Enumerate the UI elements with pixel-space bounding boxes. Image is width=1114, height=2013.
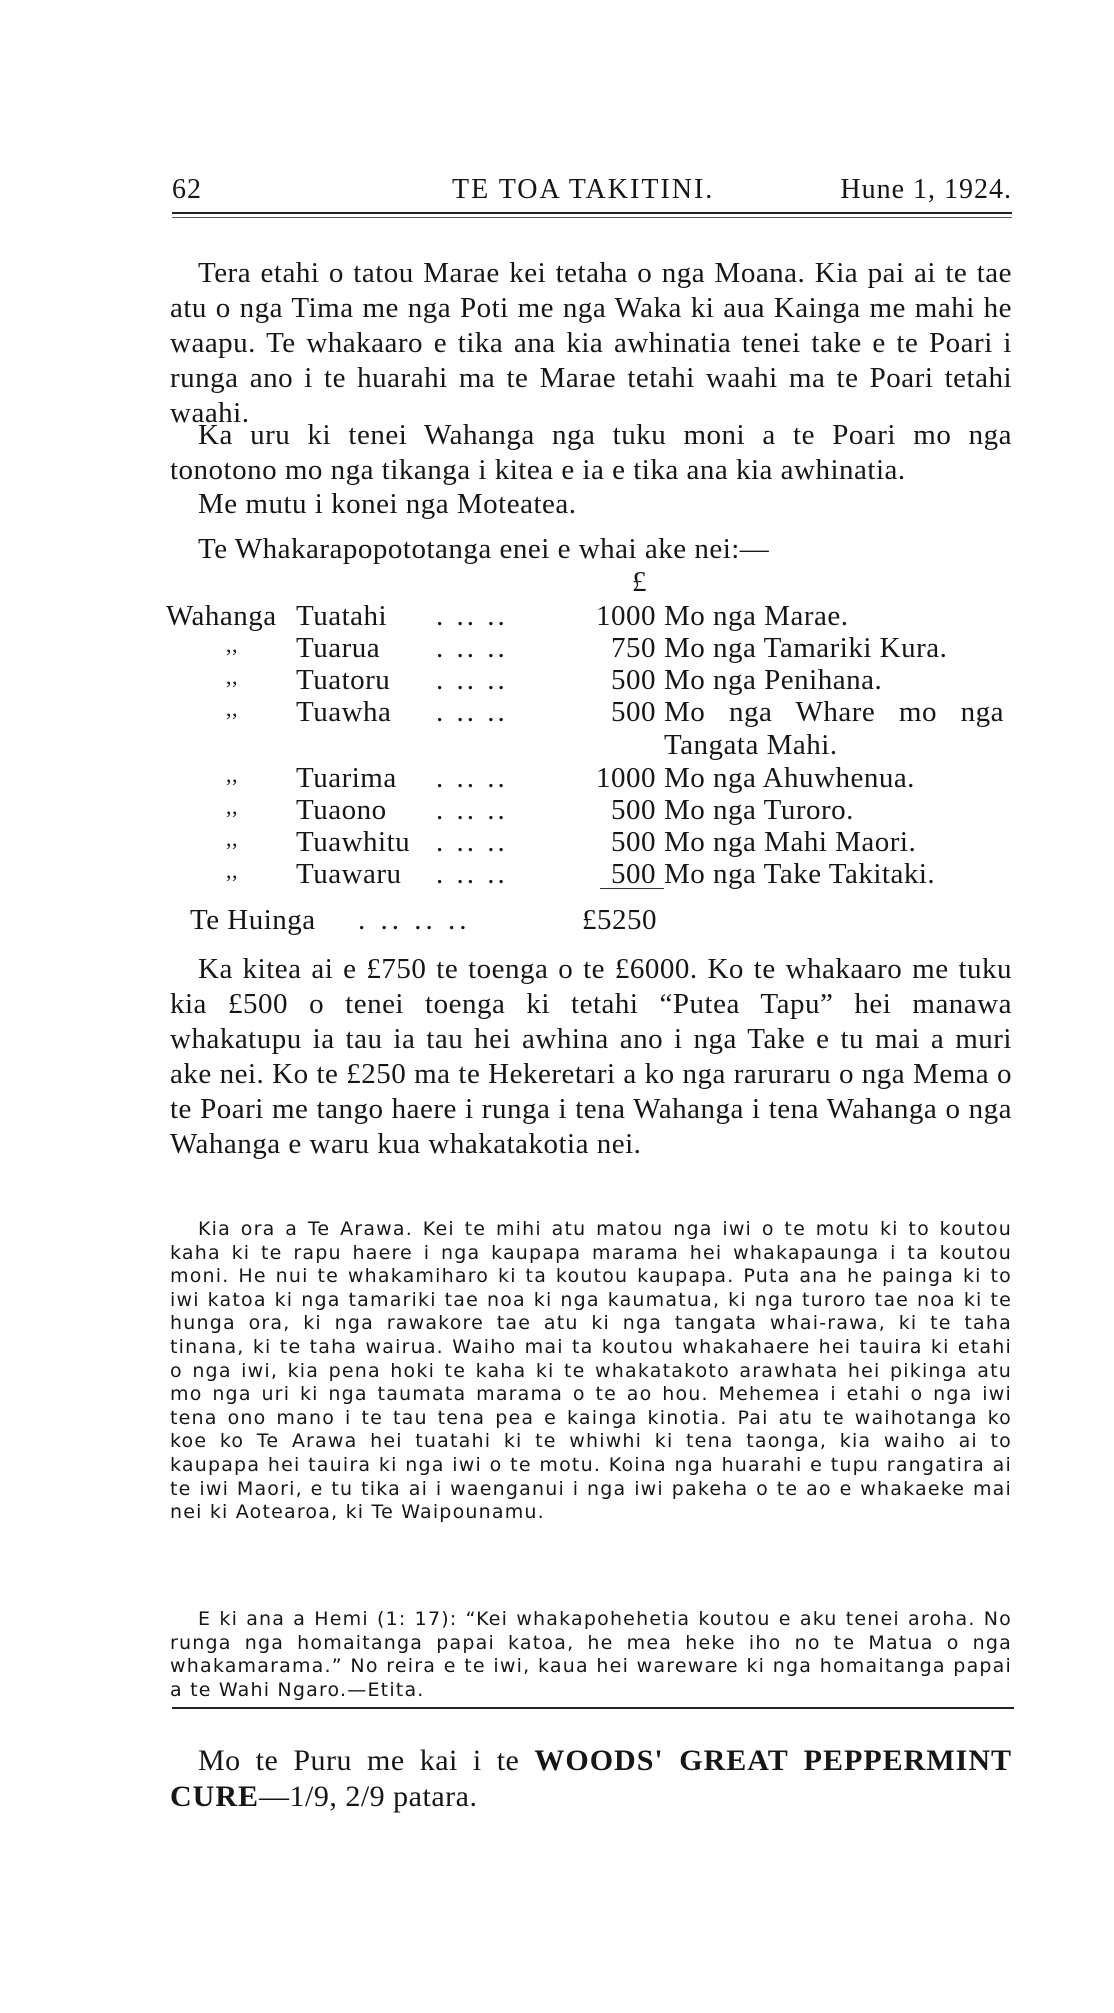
paragraph-tonotono: Ka uru ki tenei Wahanga nga tuku moni a te Poari mo nga tonotono mo nga tikanga i kitea e ia e tika ana kia awhinatia. <box>170 419 1012 486</box>
table-row <box>166 762 1026 796</box>
ditto-mark: ,, <box>226 762 238 787</box>
row-description: Mo nga Whare mo nga Tangata Mahi. <box>664 696 1004 761</box>
row-amount: 750 <box>611 632 656 664</box>
issue-date: Hune 1, 1924. <box>840 174 1012 205</box>
row-ordinal: Tuatahi <box>296 600 388 632</box>
row-description: Mo nga Take Takitaki. <box>664 858 936 890</box>
row-ordinal: Tuaono <box>296 794 387 826</box>
ditto-mark: ,, <box>226 858 238 883</box>
table-row <box>166 858 1026 892</box>
paragraph-summary-intro: Te Whakarapopototanga enei e whai ake nei:— <box>198 533 770 565</box>
row-ordinal: Tuawhitu <box>296 826 411 858</box>
row-amount: 1000 <box>596 600 656 632</box>
row-description: Mo nga Ahuwhenua. <box>664 762 915 794</box>
sum-rule <box>600 888 664 889</box>
row-amount: 1000 <box>596 762 656 794</box>
row-ordinal: Tuarima <box>296 762 397 794</box>
page-header <box>172 174 1012 214</box>
row-description: Mo nga Marae. <box>664 600 849 632</box>
row-leader-dots: . .. .. <box>436 858 508 890</box>
header-rule <box>172 212 1012 218</box>
table-row <box>166 632 1026 666</box>
paragraph-moteatea: Me mutu i konei nga Moteatea. <box>198 488 577 520</box>
advert-price: —1/9, 2/9 patara. <box>259 1780 478 1813</box>
table-row <box>166 826 1026 860</box>
letter-paragraph-arawa: Kia ora a Te Arawa. Kei te mihi atu matou nga iwi o te motu ki to koutou kaha ki te rapu haere i nga kaupapa marama hei whakapaunga i ta koutou moni. He nui te whakamiharo ki ta koutou kaupapa. Puta ana he painga ki to iwi katoa ki nga tamariki tae noa ki nga kaumatua, ki nga turoro tae noa ki te hunga ora, ki nga rawakore tae atu ki nga tangata whai-rawa, ki te taha tinana, ki te taha wairua. Waiho mai ta koutou whakahaere hei tauira ki etahi o nga iwi, kia pena hoki te kaha ki te whakatakoto arawhata hei pikinga atu mo nga uri ki nga taumata marama o te ao hou. Mehemea i etahi o nga iwi tena ono mano i te tau tena pea e kainga kinotia. Pai atu te waihotanga ko koe ko Te Arawa hei tuatahi ki te whiwhi ki tena taonga, kia waiho ai to kaupapa hei tauira ki nga iwi o te motu. Koina nga huarahi e tupu rangatira ai te iwi Maori, e tu tika ai i waenganui i nga iwi pakeha o te ao e whakaeke mai nei ki Aotearoa, ki Te Waipounamu. <box>170 1218 1012 1524</box>
row-amount: 500 <box>611 664 656 696</box>
section-rule <box>172 1707 1014 1709</box>
row-leader-dots: . .. .. <box>436 794 508 826</box>
row-ordinal: Tuawaru <box>296 858 402 890</box>
row-leader-dots: . .. .. <box>436 696 508 728</box>
total-label: Te Huinga <box>190 904 316 936</box>
advert-lead: Mo te Puru me kai i te <box>198 1744 520 1777</box>
paragraph-remainder: Ka kitea ai e £750 te toenga o te £6000. Ko te whakaaro me tuku kia £500 o tenei toenga ki tetahi “Putea Tapu” hei manawa whakatupu ia tau ia tau hei awhina ano i nga Take e tu mai a muri ake nei. Ko te £250 ma te Hekeretari a ko nga raruraru o nga Mema o te Poari me tango haere i runga i tena Wahanga i tena Wahanga o nga Wahanga e waru kua whakatakotia nei. <box>170 953 1012 1160</box>
row-leader-dots: . .. .. <box>436 762 508 794</box>
publication-title: TE TOA TAKITINI. <box>452 174 715 205</box>
table-row <box>166 794 1026 828</box>
row-amount: 500 <box>611 794 656 826</box>
row-leader-dots: . .. .. <box>436 600 508 632</box>
advert-product: WOODS' GREAT PEPPERMINT CURE <box>170 1744 1012 1813</box>
ditto-mark: ,, <box>226 696 238 721</box>
ditto-mark: ,, <box>226 794 238 819</box>
table-row <box>166 600 1026 634</box>
ditto-mark: ,, <box>226 826 238 851</box>
row-description: Mo nga Turoro. <box>664 794 854 826</box>
row-amount: 500 <box>611 858 656 890</box>
ditto-mark: ,, <box>226 632 238 657</box>
row-lead-word: Wahanga <box>166 600 277 632</box>
row-ordinal: Tuarua <box>296 632 381 664</box>
row-leader-dots: . .. .. <box>436 826 508 858</box>
table-row <box>166 664 1026 698</box>
page-number: 62 <box>172 174 202 205</box>
row-description: Mo nga Mahi Maori. <box>664 826 917 858</box>
advertisement <box>170 1743 1012 1815</box>
letter-paragraph-hemi: E ki ana a Hemi (1: 17): “Kei whakapohehetia koutou e aku tenei aroha. No runga nga homaitanga papai katoa, he mea heke iho no te Matua o nga whakamarama.” No reira e te iwi, kaua hei wareware ki nga homaitanga papai a te Wahi Ngaro.—Etita. <box>170 1608 1012 1701</box>
row-amount: 500 <box>611 826 656 858</box>
total-leader-dots: . .. .. .. <box>358 904 471 936</box>
budget-table <box>166 566 1026 946</box>
ditto-mark: ,, <box>226 664 238 689</box>
row-leader-dots: . .. .. <box>436 664 508 696</box>
total-value: £5250 <box>582 904 657 936</box>
table-row <box>166 696 1026 762</box>
row-ordinal: Tuawha <box>296 696 392 728</box>
row-amount: 500 <box>611 696 656 728</box>
row-leader-dots: . .. .. <box>436 632 508 664</box>
row-description: Mo nga Penihana. <box>664 664 883 696</box>
row-ordinal: Tuatoru <box>296 664 391 696</box>
paragraph-marae: Tera etahi o tatou Marae kei tetaha o nga Moana. Kia pai ai te tae atu o nga Tima me nga Poti me nga Waka ki aua Kainga me mahi he waapu. Te whakaaro e tika ana kia awhinatia tenei take e te Poari i runga ano i te huarahi ma te Marae tetahi waahi ma te Poari tetahi waahi. <box>170 257 1012 429</box>
currency-header: £ <box>632 566 647 598</box>
row-description: Mo nga Tamariki Kura. <box>664 632 948 664</box>
